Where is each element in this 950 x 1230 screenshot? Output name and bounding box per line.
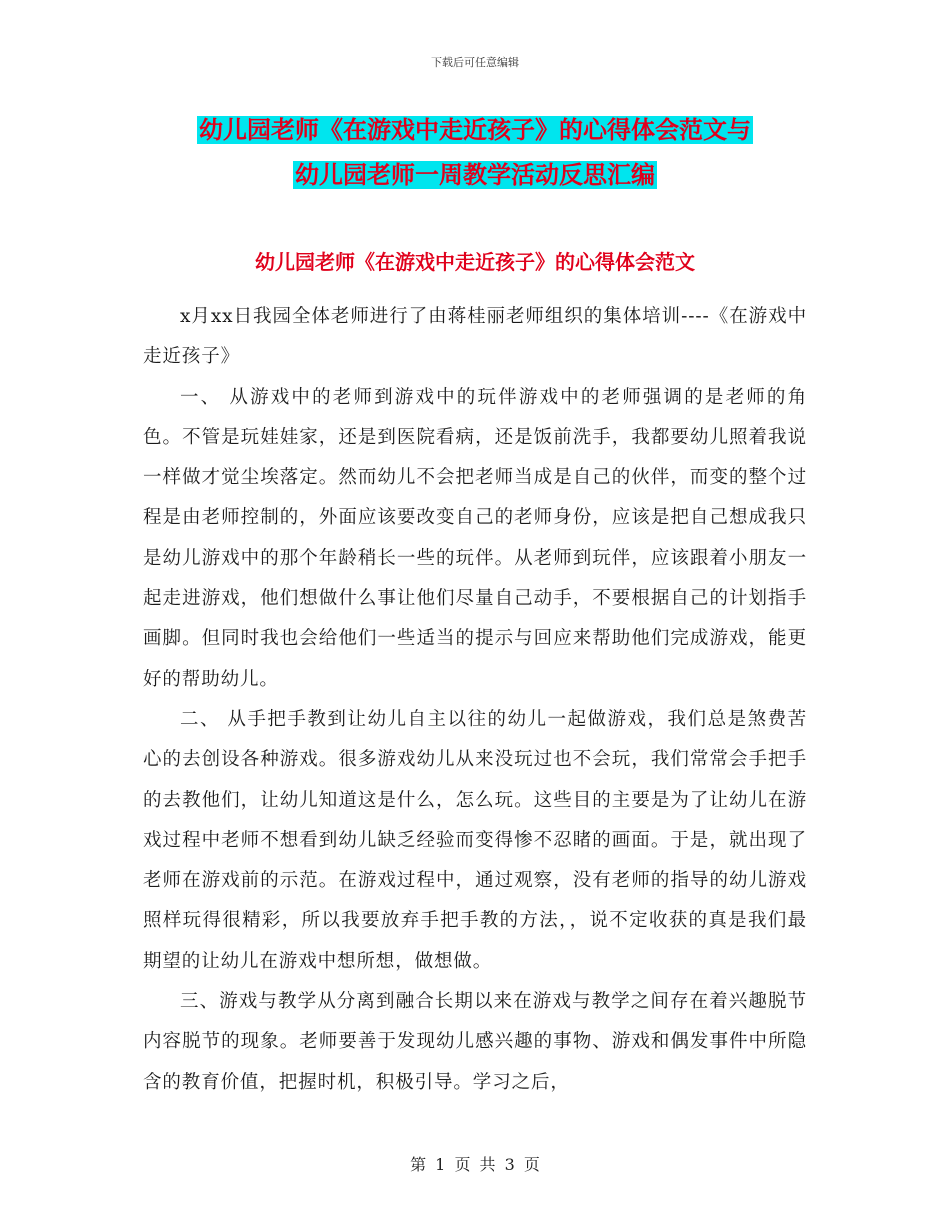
page-header-note: 下载后可任意编辑 bbox=[431, 56, 519, 69]
document-title-line-1-text: 幼儿园老师《在游戏中走近孩子》的心得体会范文与 bbox=[199, 116, 751, 144]
document-title-line-1 bbox=[0, 112, 950, 148]
section-title: 幼儿园老师《在游戏中走近孩子》的心得体会范文 bbox=[255, 250, 695, 274]
page-number-footer: 第 1 页 共 3 页 bbox=[410, 1155, 540, 1174]
body-paragraph-3: 二、 从手把手教到让幼儿自主以往的幼儿一起做游戏，我们总是煞费苦心的去创设各种游戏。很多游戏幼儿从来没玩过也不会玩，我们常常会手把手的去教他们，让幼儿知道这是什么，怎么玩。这些目的主要是为了让幼儿在游戏过程中老师不想看到幼儿缺乏经验而变得惨不忍睹的画面。于是，就出现了老师在游戏前的示范。在游戏过程中，通过观察，没有老师的指导的幼儿游戏照样玩得很精彩，所以我要放弃手把手教的方法，，说不定收获的真是我们最期望的让幼儿在游戏中想所想，做想做。 bbox=[143, 708, 807, 972]
body-paragraph-2: 一、 从游戏中的老师到游戏中的玩伴游戏中的老师强调的是老师的角色。不管是玩娃娃家，还是到医院看病，还是饭前洗手，我都要幼儿照着我说一样做才觉尘埃落定。然而幼儿不会把老师当成是自己的伙伴，而变的整个过程是由老师控制的，外面应该要改变自己的老师身份，应该是把自己想成我只是幼儿游戏中的那个年龄稍长一些的玩伴。从老师到玩伴，应该跟着小朋友一起走进游戏，他们想做什么事让他们尽量自己动手，不要根据自己的计划指手画脚。但同时我也会给他们一些适当的提示与回应来帮助他们完成游戏，能更好的帮助幼儿。 bbox=[143, 386, 807, 690]
body-paragraph-1: x月xx日我园全体老师进行了由蒋桂丽老师组织的集体培训----《在游戏中走近孩子》 bbox=[143, 306, 807, 368]
document-title-line-2 bbox=[0, 157, 950, 193]
document-body bbox=[143, 297, 807, 1103]
body-paragraph-4: 三、游戏与教学从分离到融合长期以来在游戏与教学之间存在着兴趣脱节内容脱节的现象。老师要善于发现幼儿感兴趣的事物、游戏和偶发事件中所隐含的教育价值，把握时机，积极引导。学习之后， bbox=[143, 991, 807, 1093]
document-title-line-2-text: 幼儿园老师一周教学活动反思汇编 bbox=[295, 161, 655, 189]
